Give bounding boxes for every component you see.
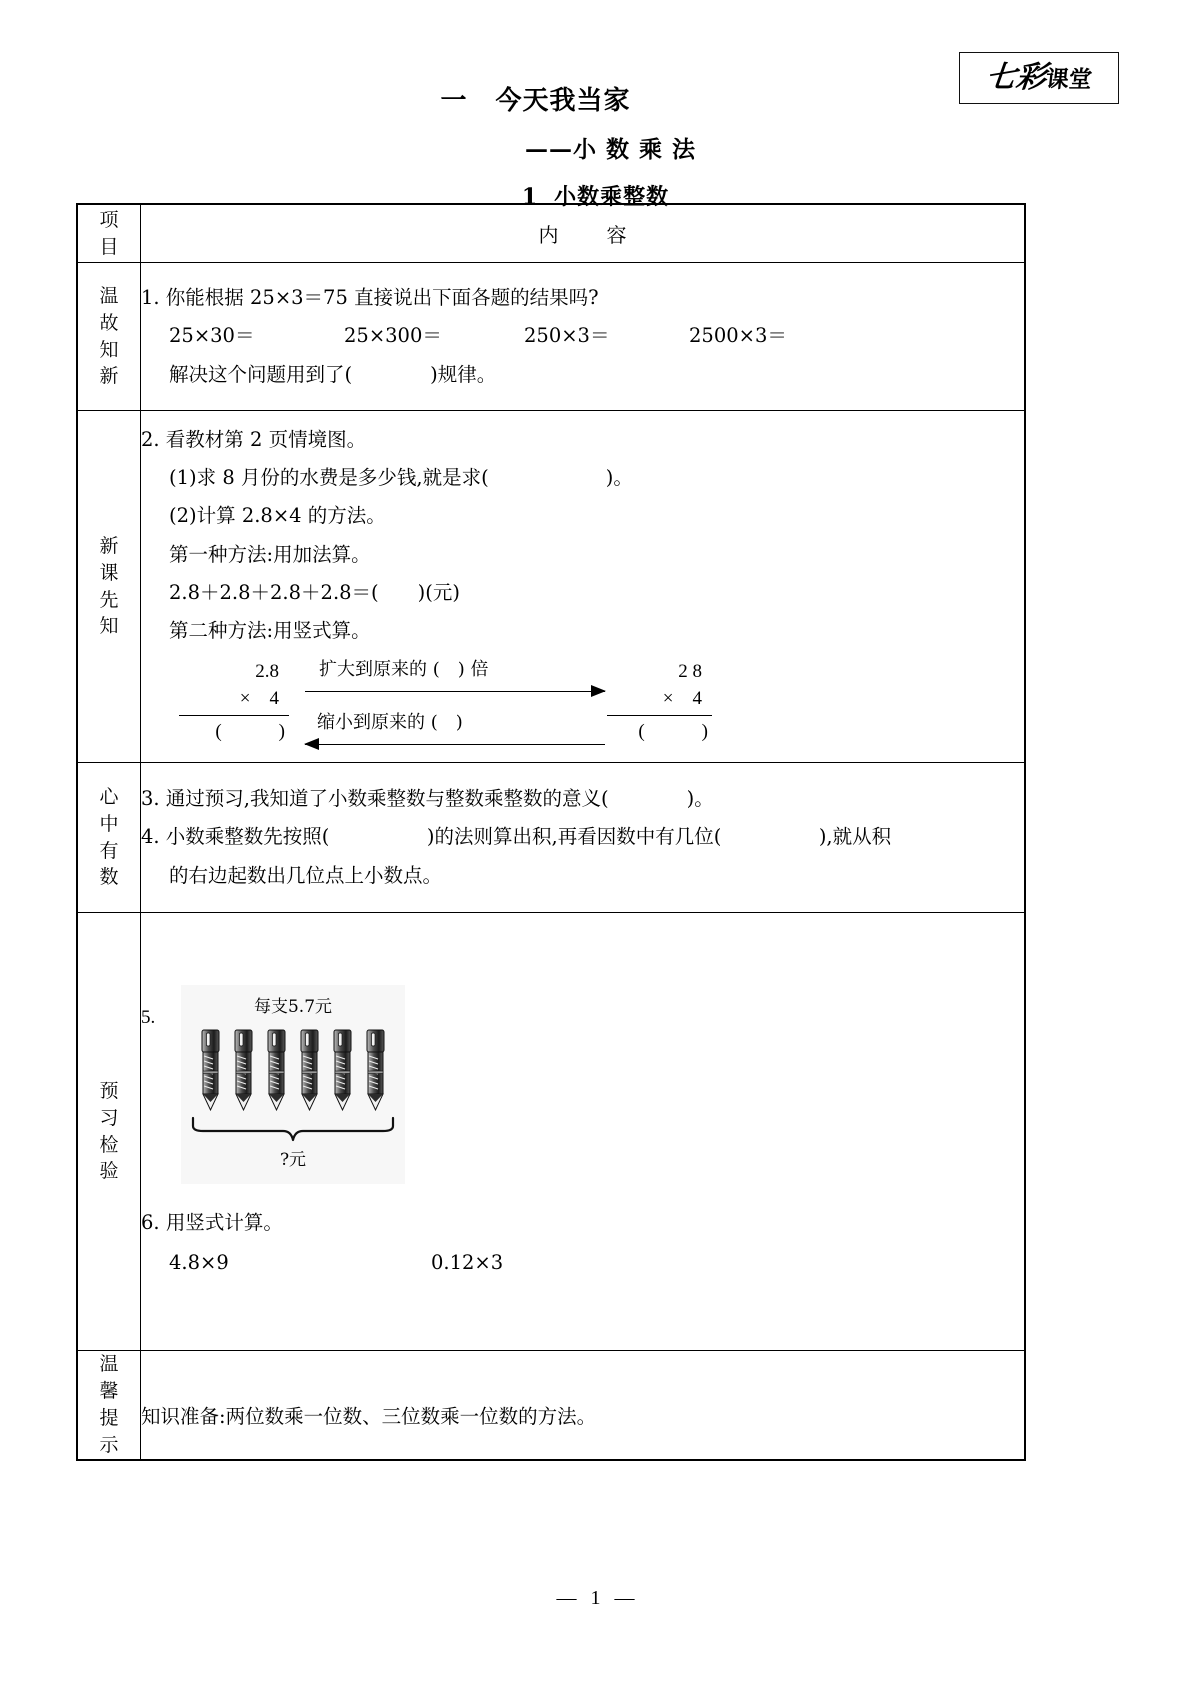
arrow-shrink [305,738,605,752]
expr-4: 2500×3＝ [689,324,787,348]
expr-2: 25×300＝ [344,324,442,348]
vertical-calculation-diagram [155,652,1024,752]
unit-number: 一 [440,86,468,116]
row-category-label: 温 故 知 新 [99,284,119,388]
calc-left-operand: 2.8 [255,660,279,682]
vertical-calc-left [179,658,289,746]
footer-right-dash: — [614,1587,635,1609]
question-4-text-cont: 的右边起数出几位点上小数点。 [169,863,443,887]
page-number: 1 [590,1587,601,1609]
pen-icon [264,1028,290,1114]
question-6 [141,1204,1024,1282]
row-category-label: 温 馨 提 示 [99,1353,119,1456]
vertical-calc-right [607,658,712,746]
calc-right-multiplier: × 4 [607,685,712,716]
row-category-xinke [78,411,141,763]
lesson-name: 小数乘整数 [554,184,670,210]
question-2-method1: 第一种方法:用加法算。 [169,542,371,566]
pen-icon [330,1028,356,1114]
question-6-items [141,1244,1024,1282]
total-brace [181,1114,405,1144]
pen-price-caption: 每支5.7元 [253,997,333,1018]
brand-logo-part1: 七彩 [984,60,1048,95]
question-2-sub1: (1)求 8 月份的水费是多少钱,就是求( )。 [169,466,633,490]
lesson-number: 1 [521,184,539,210]
row-content-wenxin [141,1351,1025,1460]
calc-left-result-blank: ( ) [215,720,285,742]
question-2-method2: 第二种方法:用竖式算。 [169,618,371,642]
expr-3: 250×3＝ [524,324,610,348]
question-6-text: 用竖式计算。 [165,1210,283,1234]
unit-subtitle: ——小 数 乘 法 [524,136,697,163]
question-2-text: 2. 看教材第 2 页情境图。 [141,428,367,452]
transform-arrows [305,652,605,752]
worksheet-table [77,204,1025,1460]
total-cost-label: ?元 [279,1150,307,1171]
pen-icon [231,1028,257,1114]
brace-icon [181,1114,405,1144]
table-row [78,263,1025,411]
pen-row [181,1028,405,1114]
table-row [78,1351,1025,1460]
row-category-label: 预 习 检 验 [99,1079,119,1183]
row-category-label: 心 中 有 数 [99,785,119,889]
question-6-header [141,1204,1024,1242]
question-5 [141,985,1024,1183]
question-6-item-2: 0.12×3 [431,1250,504,1274]
calc-left-multiplier: × 4 [179,685,289,716]
header-cell-category [78,205,141,263]
header-category-label: 项 目 [99,208,119,258]
calc-right-result-blank: ( ) [638,720,708,742]
question-2-sub2: (2)计算 2.8×4 的方法。 [169,504,386,528]
header-cell-content [141,205,1025,263]
row-category-label: 新 课 先 知 [99,534,119,638]
question-1-text: 1. 你能根据 25×3＝75 直接说出下面各题的结果吗? [141,286,599,310]
table-row [78,411,1025,763]
tip-text: 知识准备:两位数乘一位数、三位数乘一位数的方法。 [141,1404,597,1428]
arrow-expand [305,685,605,699]
question-4-text: 4. 小数乘整数先按照( )的法则算出积,再看因数中有几位( ),就从积 [141,825,892,849]
question-5-number: 5. [141,1007,156,1029]
row-category-xinzhong [78,763,141,913]
brand-logo-part2: 课堂 [1044,66,1094,93]
row-content-yuxi [141,913,1025,1351]
row-content-xinke [141,411,1025,763]
row-content-wengu [141,263,1025,411]
worksheet-table-wrapper [76,203,1026,1461]
footer-left-dash: — [556,1587,577,1609]
table-row [78,763,1025,913]
row-category-wenxin [78,1351,141,1460]
question-1-expressions [141,317,1024,355]
unit-name: 今天我当家 [495,86,631,116]
pen-icon [198,1028,224,1114]
question-6-item-1: 4.8×9 [169,1250,229,1274]
table-row [78,913,1025,1351]
question-1-blank-line: 解决这个问题用到了( )规律。 [169,362,497,386]
unit-title [0,80,1191,117]
row-category-yuxi [78,913,141,1351]
table-header-row [78,205,1025,263]
question-6-number: 6. [141,1210,160,1234]
expr-1: 25×30＝ [169,324,255,348]
arrow-expand-label: 扩大到原来的 ( ) 倍 [319,658,489,680]
pen-icon [363,1028,389,1114]
question-2-addition: 2.8＋2.8＋2.8＋2.8＝( )(元) [169,580,460,604]
question-3-text: 3. 通过预习,我知道了小数乘整数与整数乘整数的意义( )。 [141,787,714,811]
arrow-shrink-label: 缩小到原来的 ( ) [317,711,463,733]
page-footer [0,1587,1191,1610]
row-category-wengu [78,263,141,411]
header-content-label: 内 容 [538,225,641,247]
calc-right-operand: 2 8 [678,660,702,682]
pens-illustration [181,985,405,1183]
row-content-xinzhong [141,763,1025,913]
page-title-block [0,80,1191,211]
pen-icon [297,1028,323,1114]
